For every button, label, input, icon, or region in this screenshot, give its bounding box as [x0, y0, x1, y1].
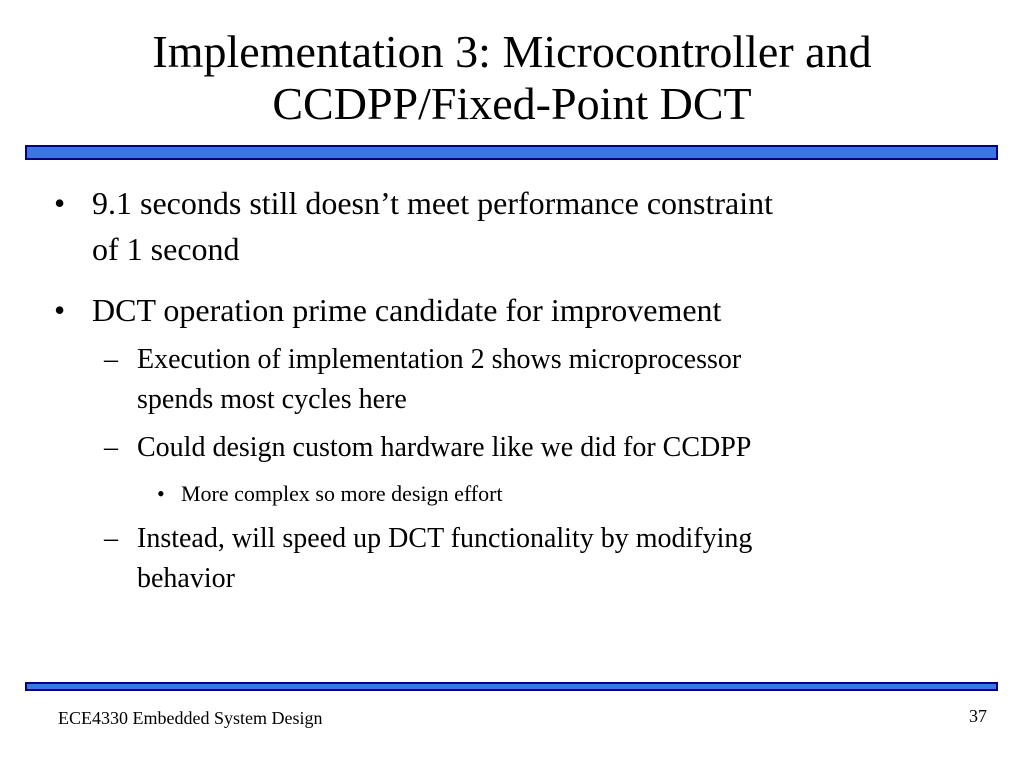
bullet-text — [92, 180, 952, 272]
sub-bullet-marker: – — [104, 432, 118, 463]
bullet-text-line-2: of 1 second — [92, 231, 240, 267]
sub-bullet-marker: – — [104, 523, 118, 554]
sub-bullet-text-line-1: Execution of implementation 2 shows microprocessor — [137, 344, 742, 375]
sub-sub-bullet-text: More complex so more design effort — [181, 481, 503, 506]
title-divider-bar — [25, 145, 998, 160]
sub-bullet-marker: – — [104, 344, 118, 375]
sub-bullet-text — [137, 340, 917, 420]
sub-bullet-text-line-2: behavior — [137, 563, 235, 594]
footer-course-name: ECE4330 Embedded System Design — [58, 708, 323, 728]
sub-bullet-text: Could design custom hardware like we did for CCDPP — [137, 432, 752, 463]
sub-sub-bullet-marker: • — [157, 481, 165, 506]
bullet-text-line-1: 9.1 seconds still doesn’t meet performance constraint — [92, 185, 773, 221]
slide-title — [60, 26, 964, 130]
slide-title-line-1: Implementation 3: Microcontroller and — [152, 26, 872, 77]
sub-bullet-text — [137, 519, 917, 599]
sub-bullet-text-line-2: spends most cycles here — [137, 384, 407, 415]
slide-page-number: 37 — [969, 706, 987, 726]
bullet-text: DCT operation prime candidate for improvement — [92, 292, 722, 328]
footer-divider-bar — [25, 682, 998, 691]
slide-title-line-2: CCDPP/Fixed-Point DCT — [272, 78, 752, 129]
bullet-marker: • — [54, 185, 66, 221]
bullet-marker: • — [54, 292, 66, 328]
sub-bullet-text-line-1: Instead, will speed up DCT functionality by modifying — [137, 523, 753, 554]
